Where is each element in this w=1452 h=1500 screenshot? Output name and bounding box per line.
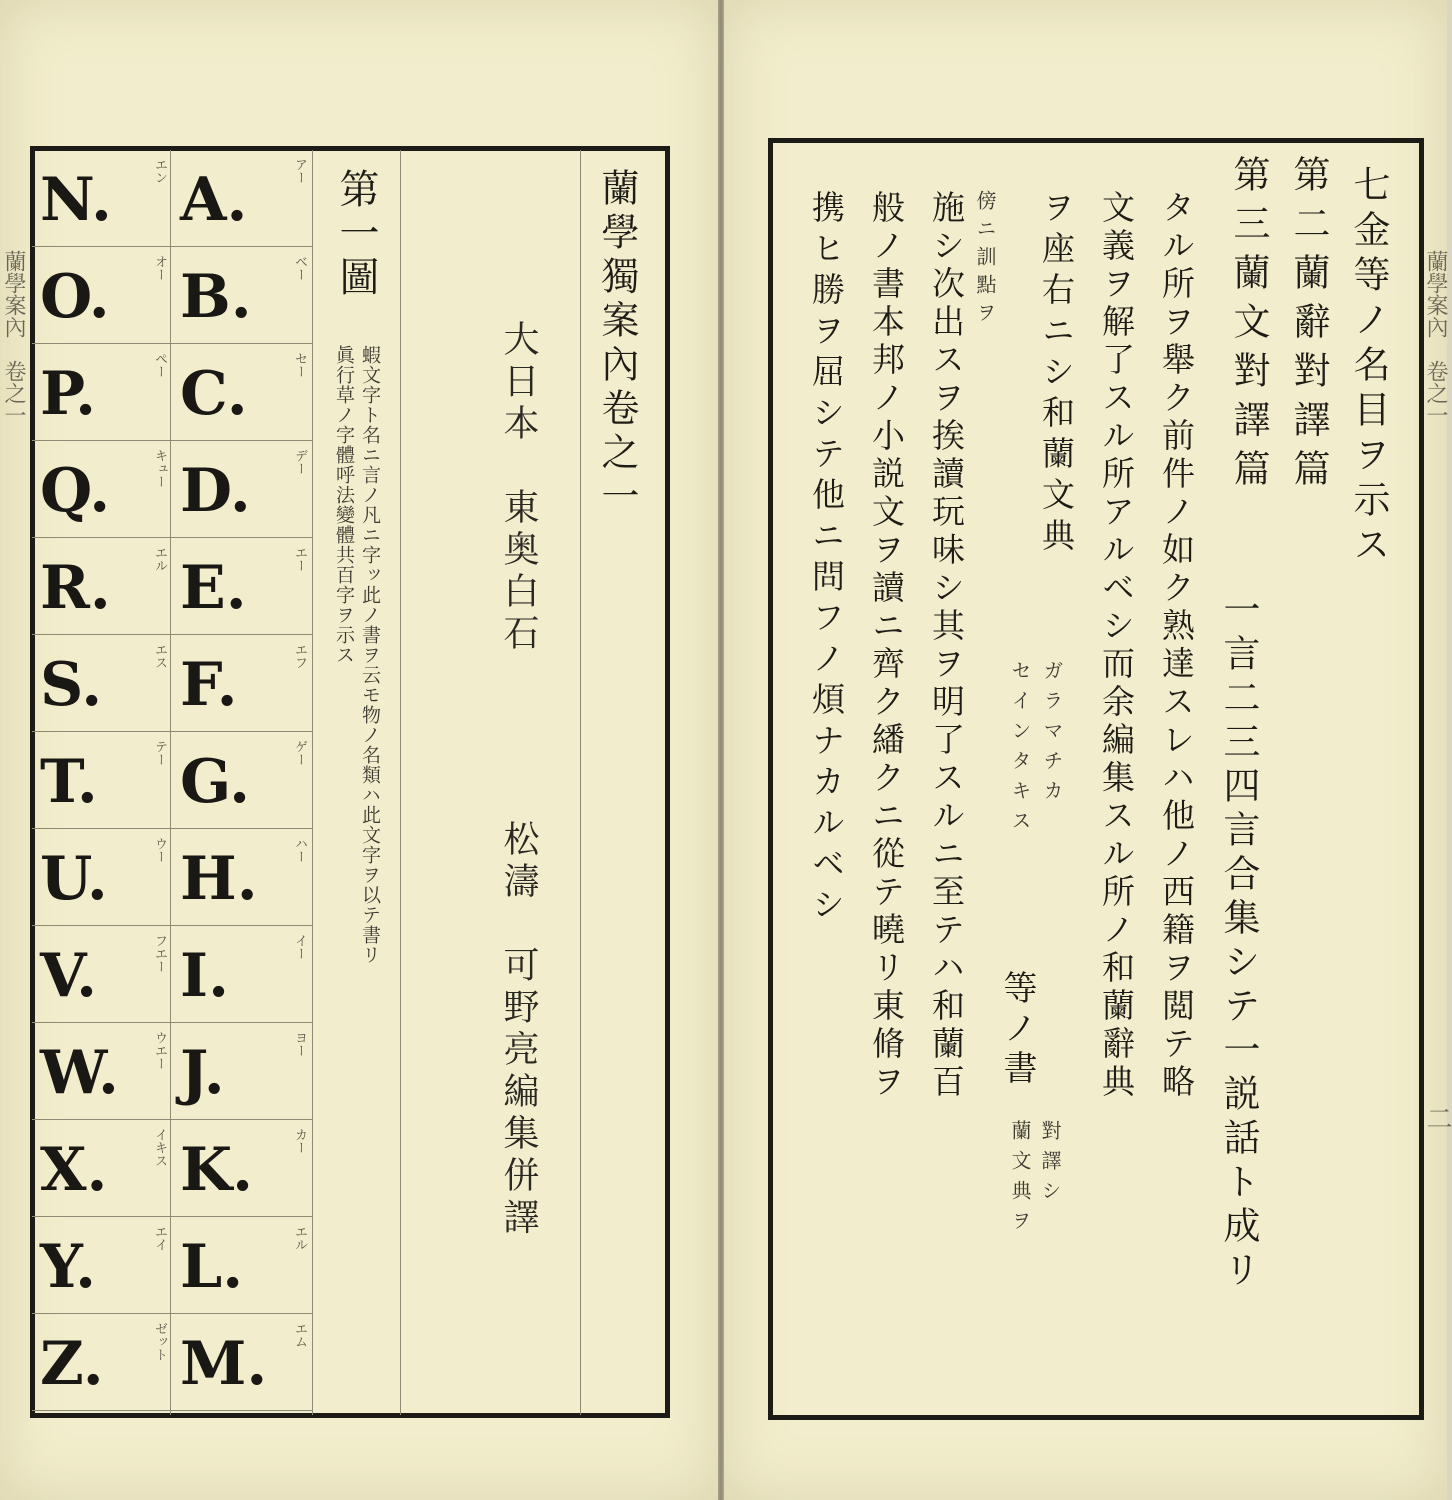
alphabet-reading: エス xyxy=(152,643,167,669)
alphabet-reading: エル xyxy=(292,1225,307,1251)
alphabet-cell xyxy=(172,1025,312,1120)
author-line-1: 大日本 東奥白石 xyxy=(498,320,539,656)
alphabet-letter: O. xyxy=(40,262,110,332)
alphabet-reading: オー xyxy=(152,255,167,281)
text-line-10: 般ノ書本邦ノ小説文ヲ讀ニ齊ク繙クニ從テ曉リ東脩ヲ xyxy=(867,190,906,1102)
alphabet-letter: R. xyxy=(40,553,111,623)
alphabet-cell xyxy=(32,1025,172,1120)
alphabet-cell xyxy=(172,1316,312,1411)
alphabet-letter: G. xyxy=(180,747,250,817)
alphabet-cell xyxy=(32,734,172,829)
alphabet-cell xyxy=(32,152,172,247)
text-line-6: 文義ヲ解了スル所アルベシ而余編集スル所ノ和蘭辭典 xyxy=(1097,190,1136,1102)
alphabet-cell xyxy=(172,152,312,247)
alphabet-reading: ハー xyxy=(292,837,307,863)
alphabet-cell xyxy=(172,831,312,926)
alphabet-reading: ゼット xyxy=(152,1322,167,1361)
alphabet-letter: Y. xyxy=(40,1232,96,1302)
alphabet-letter: M. xyxy=(180,1329,268,1399)
alphabet-letter: D. xyxy=(180,456,251,526)
ruby-note-5: 對譯シ xyxy=(1038,1120,1062,1210)
alphabet-letter: Z. xyxy=(40,1329,104,1399)
text-line-4: 一言二三四言合集シテ一説話ト成リ xyxy=(1217,590,1260,1294)
book-title: 蘭學獨案內卷之一 xyxy=(595,168,639,520)
ruby-note-1: ガラマチカ xyxy=(1040,660,1064,810)
alphabet-reading: セー xyxy=(292,352,307,378)
alphabet-reading: エイ xyxy=(152,1225,167,1251)
alphabet-reading: エフ xyxy=(292,643,307,669)
alphabet-cell xyxy=(172,540,312,635)
alphabet-cell xyxy=(172,346,312,441)
alphabet-cell xyxy=(172,443,312,538)
alphabet-letter: P. xyxy=(40,359,97,429)
alphabet-cell xyxy=(172,734,312,829)
text-line-2: 第二蘭辭對譯篇 xyxy=(1287,155,1330,498)
text-line-9: 施シ次出スヲ挨讀玩味シ其ヲ明了スルニ至テハ和蘭百 xyxy=(927,190,966,1102)
alphabet-cell xyxy=(32,443,172,538)
text-line-7: ヲ座右ニシ和蘭文典 xyxy=(1037,190,1076,559)
alphabet-reading: イー xyxy=(292,934,307,960)
alphabet-reading: ヨー xyxy=(292,1031,307,1057)
alphabet-reading: ウー xyxy=(152,837,167,863)
figure-caption-1: 蝦文字ト名ニ言ノ凡ニ字ッ此ノ書ヲ云モ物ノ名類ハ此文字ヲ以テ書リ xyxy=(359,345,381,965)
alphabet-letter: S. xyxy=(40,650,103,720)
alphabet-reading: ペー xyxy=(152,352,167,378)
alphabet-table-rule xyxy=(312,150,313,1415)
alphabet-cell xyxy=(32,346,172,441)
alphabet-reading: エル xyxy=(152,546,167,572)
alphabet-reading: ウエー xyxy=(152,1031,167,1070)
alphabet-cell xyxy=(172,928,312,1023)
alphabet-cell xyxy=(32,249,172,344)
alphabet-reading: テー xyxy=(152,740,167,766)
alphabet-reading: イキス xyxy=(152,1128,167,1167)
text-line-3: 第三蘭文對譯篇 xyxy=(1227,155,1270,498)
alphabet-letter: C. xyxy=(180,359,248,429)
alphabet-letter: Q. xyxy=(40,456,111,526)
alphabet-reading: ゲー xyxy=(292,740,307,766)
alphabet-reading: フエー xyxy=(152,934,167,973)
alphabet-cell xyxy=(172,637,312,732)
right-margin-running-title: 蘭學案內 卷之一 xyxy=(1423,250,1448,426)
alphabet-cell xyxy=(32,831,172,926)
alphabet-letter: K. xyxy=(180,1135,254,1205)
alphabet-letter: B. xyxy=(180,262,252,332)
alphabet-letter: F. xyxy=(180,650,238,720)
left-margin-running-title: 蘭學案內 卷之一 xyxy=(1,250,26,426)
figure-caption-2: 眞行草ノ字體呼法變體共百字ヲ示ス xyxy=(333,345,355,665)
author-line-2: 松濤 可野亮編集併譯 xyxy=(498,820,539,1240)
text-line-8: 傍ニ訓點ヲ xyxy=(973,190,997,330)
alphabet-letter: U. xyxy=(40,844,108,914)
alphabet-letter: E. xyxy=(180,553,247,623)
alphabet-reading: エン xyxy=(152,158,167,184)
alphabet-reading: カー xyxy=(292,1128,307,1154)
alphabet-letter: V. xyxy=(40,941,97,1011)
left-page xyxy=(0,0,718,1500)
ruby-note-2: セインタキス xyxy=(1008,660,1032,840)
ruby-note-3: 等ノ書 xyxy=(997,970,1037,1090)
alphabet-letter: L. xyxy=(180,1232,244,1302)
alphabet-cell xyxy=(32,1122,172,1217)
alphabet-letter: H. xyxy=(180,844,258,914)
alphabet-cell xyxy=(32,1219,172,1314)
alphabet-reading: アー xyxy=(292,158,307,184)
alphabet-letter: J. xyxy=(180,1038,225,1108)
alphabet-letter: T. xyxy=(40,747,98,817)
figure-heading: 第一圖 xyxy=(333,168,379,300)
title-column-rule xyxy=(580,150,581,1415)
folio-number: 二 xyxy=(1422,1105,1452,1131)
alphabet-reading: デー xyxy=(292,449,307,475)
alphabet-letter: A. xyxy=(180,165,248,235)
alphabet-cell xyxy=(32,637,172,732)
alphabet-cell xyxy=(172,1219,312,1314)
ruby-note-4: 蘭文典ヲ xyxy=(1008,1120,1032,1240)
alphabet-reading: ベー xyxy=(292,255,307,281)
alphabet-cell xyxy=(172,249,312,344)
alphabet-reading: エム xyxy=(292,1322,307,1348)
alphabet-letter: X. xyxy=(40,1135,108,1205)
alphabet-letter: I. xyxy=(180,941,229,1011)
alphabet-letter: W. xyxy=(40,1038,119,1108)
figure-area-rule xyxy=(400,150,401,1415)
alphabet-letter: N. xyxy=(40,165,112,235)
text-line-5: タル所ヲ舉ク前件ノ如ク熟達スレハ他ノ西籍ヲ閲テ略 xyxy=(1157,190,1196,1102)
alphabet-cell xyxy=(32,928,172,1023)
alphabet-cell xyxy=(32,1316,172,1411)
text-line-11: 携ヒ勝ヲ屈シテ他ニ問フノ煩ナカルベシ xyxy=(807,190,846,928)
alphabet-reading: エー xyxy=(292,546,307,572)
alphabet-cell xyxy=(172,1122,312,1217)
alphabet-reading: キュー xyxy=(152,449,167,488)
text-line-1: 七金等ノ名目ヲ示ス xyxy=(1347,165,1390,570)
alphabet-cell xyxy=(32,540,172,635)
